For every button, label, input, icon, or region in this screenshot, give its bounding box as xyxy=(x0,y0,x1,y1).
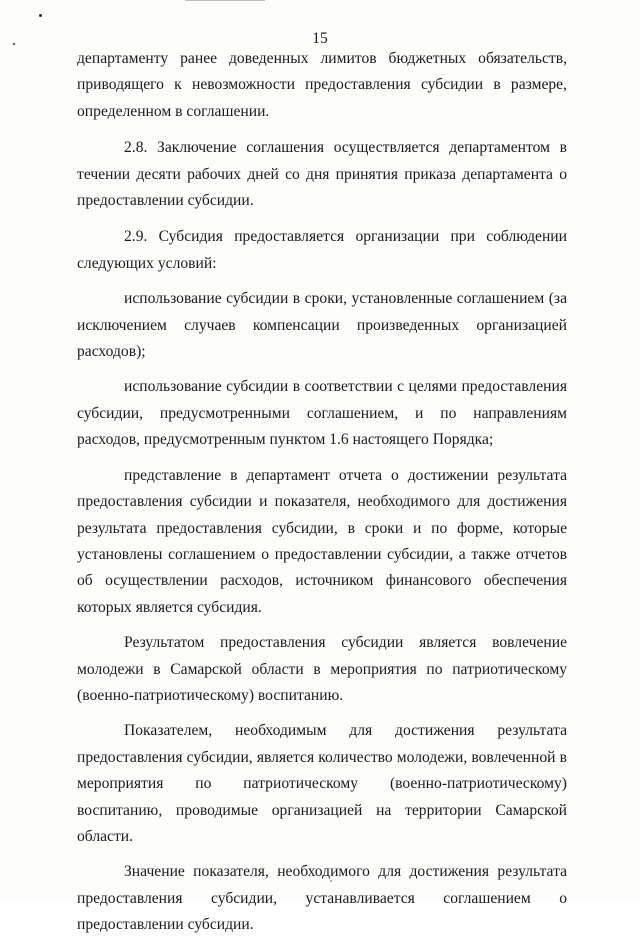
paragraph: Значение показателя, необходимого для достижения результата предоставления субсидии, устанавливается соглашением о предоставлении субсидии. xyxy=(77,863,567,934)
paragraph: использование субсидии в сроки, установленные соглашением (за исключением случаев компенсации произведенных организацией расходов); xyxy=(77,290,567,361)
document-body xyxy=(77,46,567,939)
paragraph: департаменту ранее доведенных лимитов бюджетных обязательств, приводящего к невозможности предоставления субсидии в размере, определенном в соглашении. xyxy=(77,50,567,120)
paragraph: Результатом предоставления субсидии является вовлечение молодежи в Самарской области в мероприятия по патриотическому (военно-патриотическому) воспитанию. xyxy=(77,634,567,704)
scan-speck xyxy=(39,14,42,17)
paragraph: Показателем, необходимым для достижения результата предоставления субсидии, является количество молодежи, вовлеченной в мероприятия по патриотическому (военно-патриотическому) воспитанию, проводимые организацией на территории Самарской области. xyxy=(77,722,567,845)
paragraph: 2.9. Субсидия предоставляется организации при соблюдении следующих условий: xyxy=(77,228,567,272)
scan-edge-line xyxy=(185,0,265,1)
page-number: 15 xyxy=(312,30,328,47)
paragraph: использование субсидии в соответствии с целями предоставления субсидии, предусмотренными соглашением, и по направлениям расходов, предусмотренным пунктом 1.6 настоящего Порядка; xyxy=(77,378,567,449)
paragraph: 2.8. Заключение соглашения осуществляется департаментом в течении десяти рабочих дней со дня принятия приказа департамента о предоставлении субсидии. xyxy=(77,139,567,210)
paragraph: представление в департамент отчета о достижении результата предоставления субсидии и показателя, необходимого для достижения результата предоставления субсидии, в сроки и по форме, которые установлены соглашением о предоставлении субсидии, а также отчетов об осуществлении расходов, источником финансового обеспечения которых является субсидия. xyxy=(77,466,567,616)
